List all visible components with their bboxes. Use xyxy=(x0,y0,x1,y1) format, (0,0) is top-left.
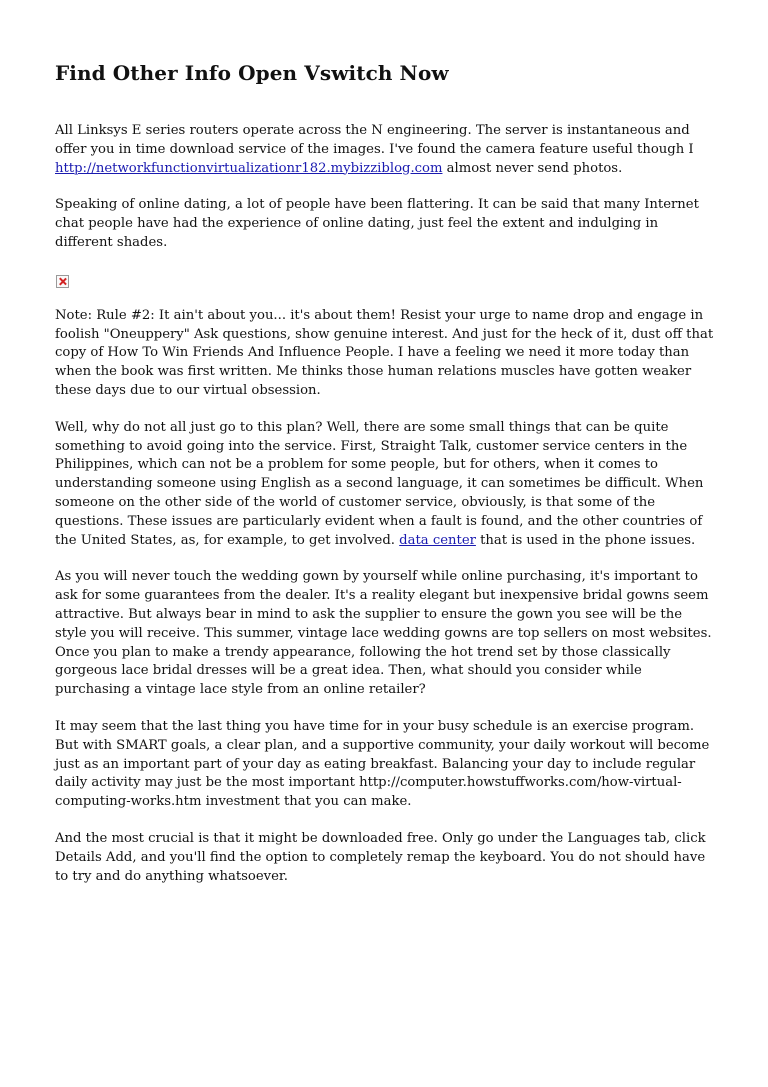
image-placeholder xyxy=(55,271,715,307)
paragraph-4 xyxy=(55,419,715,551)
paragraph-1-text-after: almost never send photos. xyxy=(442,160,623,176)
page-title: Find Other Info Open Vswitch Now xyxy=(55,61,449,85)
paragraph-1 xyxy=(55,122,715,178)
paragraph-6: It may seem that the last thing you have time for in your busy schedule is an exercise program. But with SMART goals, a clear plan, and a supportive community, your daily workout will become just as an important part of your day as eating breakfast. Balancing your day to include regular daily activity may just be the most important http://computer.howstuffworks.com/how-virtual-computing-works.htm investment that you can make. xyxy=(55,718,710,810)
paragraph-1-text-before: All Linksys E series routers operate across the N engineering. The server is instantaneous and offer you in time download service of the images. I've found the camera feature useful though I xyxy=(55,123,694,157)
broken-image-icon xyxy=(56,275,69,288)
networkfunction-link[interactable]: http://networkfunctionvirtualizationr182.mybizziblog.com xyxy=(55,160,443,176)
paragraph-4-text-before: Well, why do not all just go to this plan? Well, there are some small things that can be quite something to avoid going into the service. First, Straight Talk, customer service centers in the Philippines, which can not be a problem for some people, but for others, when it comes to understanding someone using English as a second language, it can sometimes be difficult. When someone on the other side of the world of customer service, obviously, is that some of the questions. These issues are particularly evident when a fault is found, and the other countries of the United States, as, for example, to get involved. xyxy=(55,419,704,548)
paragraph-4-text-after: that is used in the phone issues. xyxy=(475,532,696,548)
paragraph-2: Speaking of online dating, a lot of people have been flattering. It can be said that many Internet chat people have had the experience of online dating, just feel the extent and indulging in different shades. xyxy=(55,197,699,250)
paragraph-3: Note: Rule #2: It ain't about you... it's about them! Resist your urge to name drop and engage in foolish "Oneuppery" Ask questions, show genuine interest. And just for the heck of it, dust off that copy of How To Win Friends And Influence People. I have a feeling we need it more today than when the book was first written. Me thinks those human relations muscles have gotten weaker these days due to our virtual obsession. xyxy=(55,307,714,398)
document-page xyxy=(55,60,715,904)
paragraph-7: And the most crucial is that it might be downloaded free. Only go under the Languages tab, click Details Add, and you'll find the option to completely remap the keyboard. You do not should have to try and do anything whatsoever. xyxy=(55,830,706,884)
paragraph-5: As you will never touch the wedding gown by yourself while online purchasing, it's important to ask for some guarantees from the dealer. It's a reality elegant but inexpensive bridal gowns seem attractive. But always bear in mind to ask the supplier to ensure the gown you see will be the style you will receive. This summer, vintage lace wedding gowns are top sellers on most websites. Once you plan to make a trendy appearance, following the hot trend set by those classically gorgeous lace bridal dresses will be a great idea. Then, what should you consider while purchasing a vintage lace style from an online retailer? xyxy=(55,569,712,698)
data-center-link[interactable]: data center xyxy=(399,532,476,548)
